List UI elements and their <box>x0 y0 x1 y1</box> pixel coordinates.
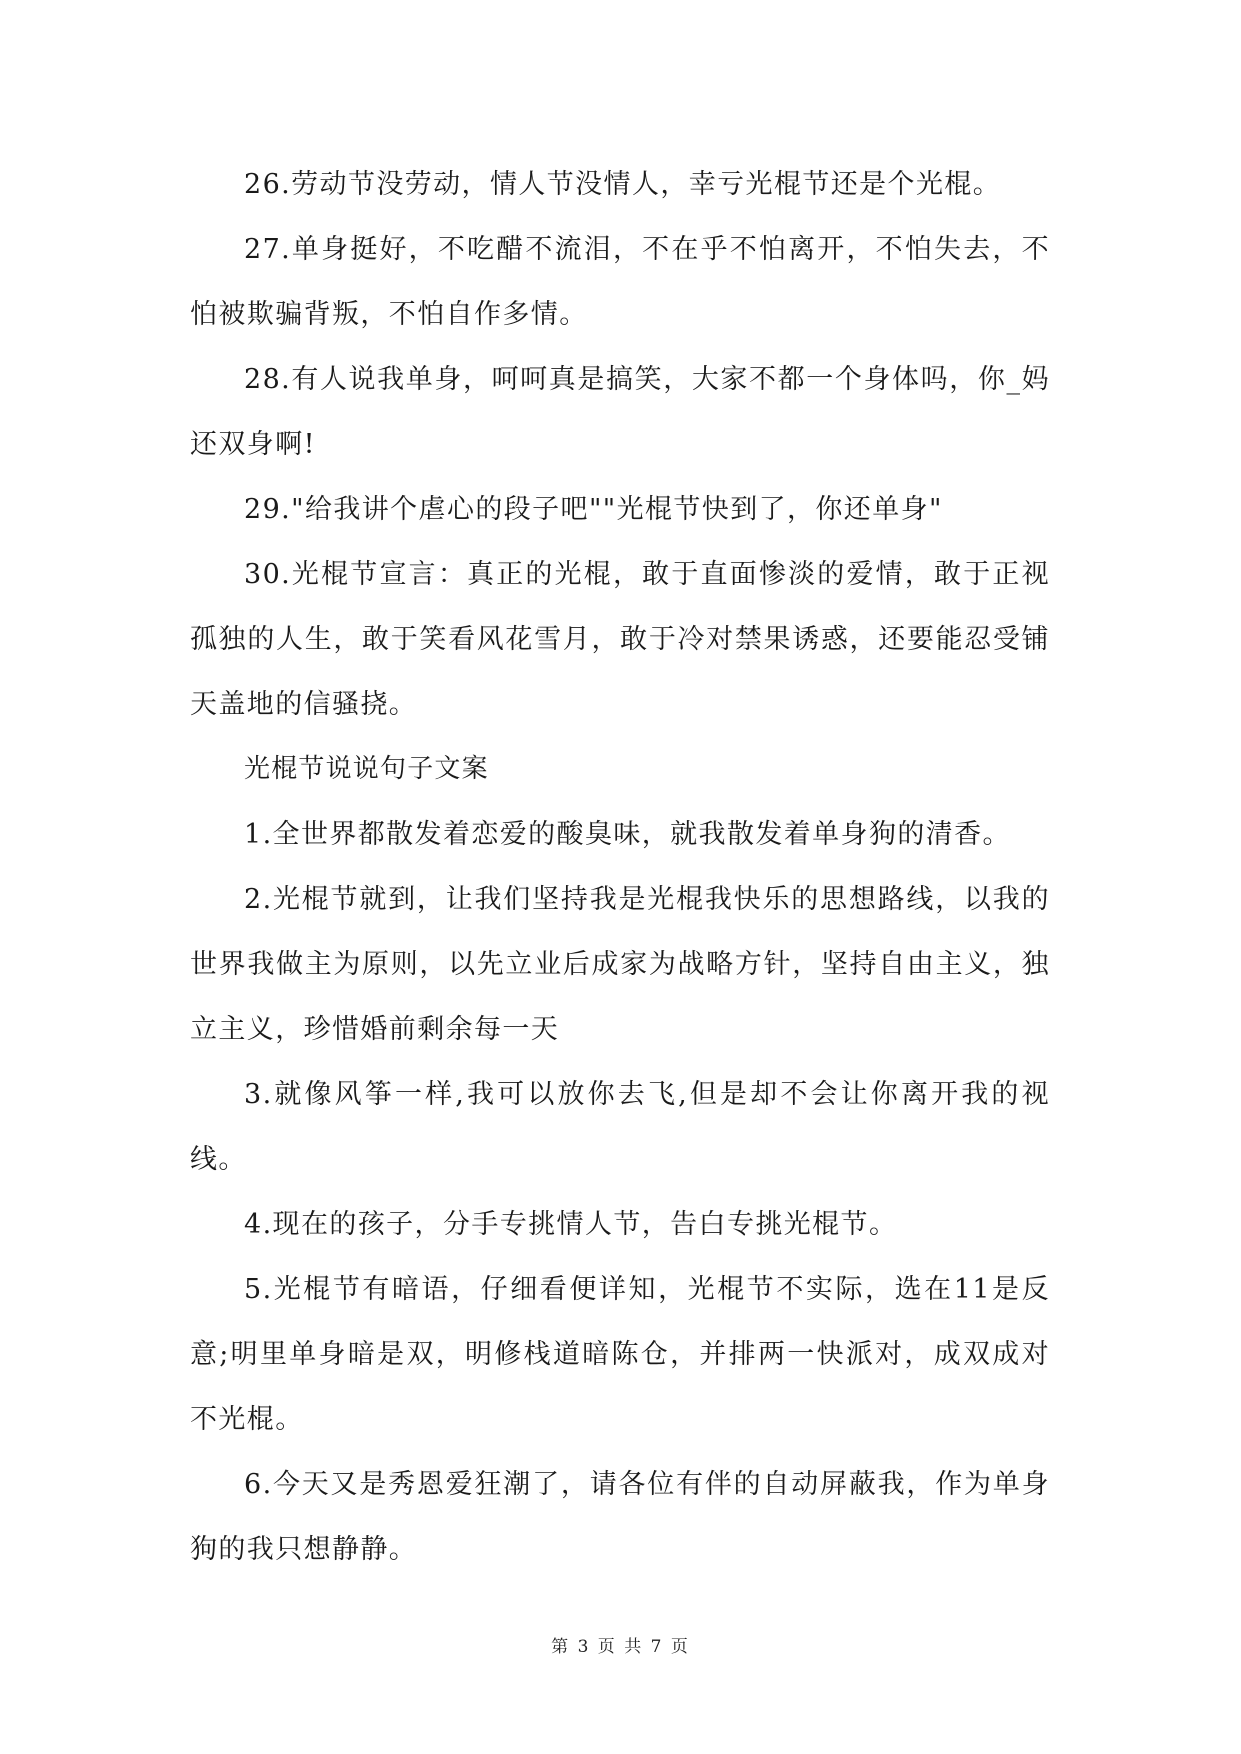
paragraph-30: 30.光棍节宣言：真正的光棍，敢于直面惨淡的爱情，敢于正视孤独的人生，敢于笑看风花雪月，敢于冷对禁果诱惑，还要能忍受铺天盖地的信骚挠。 <box>190 559 1050 720</box>
paragraph-4: 4.现在的孩子，分手专挑情人节，告白专挑光棍节。 <box>244 1209 898 1240</box>
page-number-footer: 第 3 页 共 7 页 <box>551 1637 690 1657</box>
paragraph-5: 5.光棍节有暗语，仔细看便详知，光棍节不实际，选在11是反意;明里单身暗是双，明修栈道暗陈仓，并排两一快派对，成双成对不光棍。 <box>190 1274 1050 1435</box>
paragraph-29: 29."给我讲个虐心的段子吧""光棍节快到了，你还单身" <box>244 494 943 525</box>
paragraph-28: 28.有人说我单身，呵呵真是搞笑，大家不都一个身体吗，你_妈还双身啊! <box>190 364 1050 460</box>
paragraph-26: 26.劳动节没劳动，情人节没情人，幸亏光棍节还是个光棍。 <box>244 169 1002 200</box>
section-heading: 光棍节说说句子文案 <box>244 754 489 784</box>
paragraph-6: 6.今天又是秀恩爱狂潮了，请各位有伴的自动屏蔽我，作为单身狗的我只想静静。 <box>190 1469 1050 1565</box>
document-body <box>190 152 1050 1582</box>
paragraph-2: 2.光棍节就到，让我们坚持我是光棍我快乐的思想路线，以我的世界我做主为原则，以先立业后成家为战略方针，坚持自由主义，独立主义，珍惜婚前剩余每一天 <box>190 884 1050 1045</box>
paragraph-3: 3.就像风筝一样,我可以放你去飞,但是却不会让你离开我的视线。 <box>190 1079 1050 1175</box>
paragraph-1: 1.全世界都散发着恋爱的酸臭味，就我散发着单身狗的清香。 <box>244 819 1011 850</box>
paragraph-27: 27.单身挺好，不吃醋不流泪，不在乎不怕离开，不怕失去，不怕被欺骗背叛，不怕自作多情。 <box>190 234 1050 330</box>
